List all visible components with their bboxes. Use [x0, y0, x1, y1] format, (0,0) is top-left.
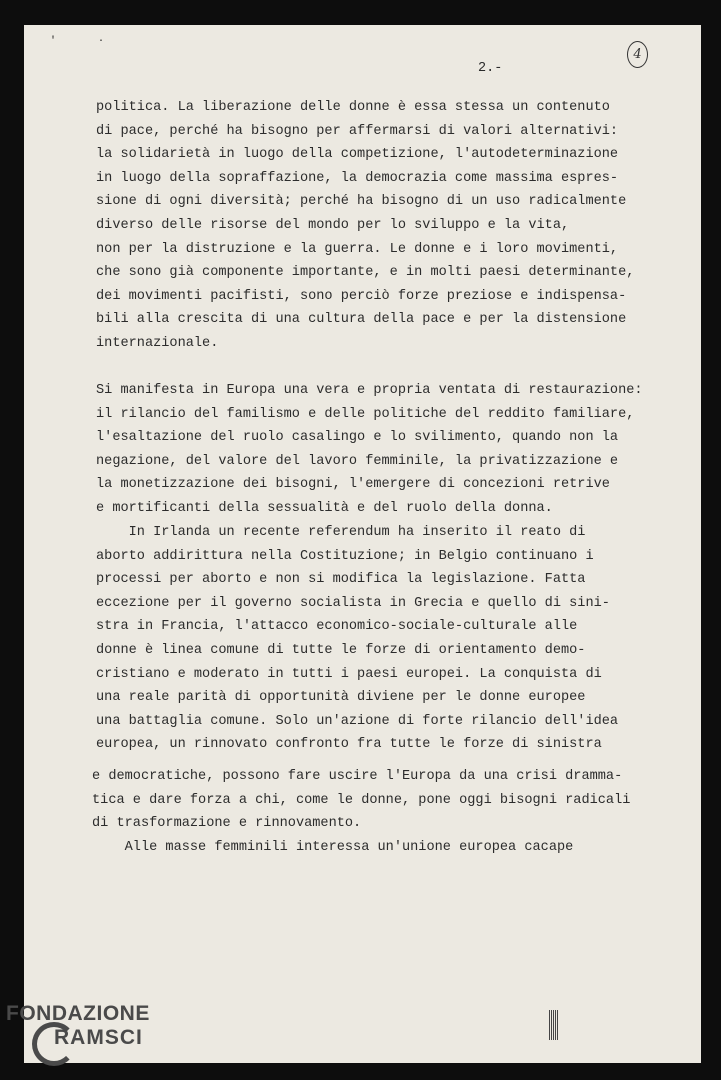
text-line: l'esaltazione del ruolo casalingo e lo svilimento, quando non la	[96, 430, 619, 446]
text-line: processi per aborto e non si modifica la legislazione. Fatta	[96, 572, 586, 588]
text-line: sione di ogni diversità; perché ha bisogno di un uso radicalmente	[96, 194, 627, 210]
text-line: che sono già componente importante, e in molti paesi determinante,	[96, 265, 635, 281]
text-line: eccezione per il governo socialista in Grecia e quello di sini-	[96, 595, 610, 611]
text-line: cristiano e moderato in tutti i paesi europei. La conquista di	[96, 666, 602, 682]
text-line: in luogo della sopraffazione, la democrazia come massima espres-	[96, 170, 619, 186]
text-line: e democratiche, possono fare uscire l'Europa da una crisi dramma-	[92, 769, 623, 784]
text-line: bili alla crescita di una cultura della pace e per la distensione	[96, 312, 627, 328]
text-line: europea, un rinnovato confronto fra tutte le forze di sinistra	[96, 737, 602, 753]
text-line: donne è linea comune di tutte le forze di orientamento demo-	[96, 642, 586, 658]
text-line: politica. La liberazione delle donne è essa stessa un contenuto	[96, 100, 610, 115]
text-line: una reale parità di opportunità diviene per le donne europee	[96, 690, 586, 706]
text-line: di trasformazione e rinnovamento.	[92, 816, 362, 832]
fondazione-gramsci-watermark	[6, 1000, 186, 1080]
circled-page-number: 4	[627, 41, 648, 68]
paragraph-1	[96, 96, 634, 356]
text-line: stra in Francia, l'attacco economico-sociale-culturale alle	[96, 619, 578, 635]
text-line: dei movimenti pacifisti, sono perciò forze preziose e indispensa-	[96, 288, 627, 304]
paragraph-2	[96, 379, 643, 521]
text-line: la monetizzazione dei bisogni, l'emergere di concezioni retrive	[96, 477, 610, 493]
text-line: negazione, del valore del lavoro femminile, la privatizzazione e	[96, 453, 619, 469]
text-line: aborto addirittura nella Costituzione; in Belgio continuano i	[96, 548, 594, 564]
watermark-line-1: FONDAZIONE	[6, 1002, 150, 1025]
text-line: una battaglia comune. Solo un'azione di forte rilancio dell'idea	[96, 713, 619, 729]
page-number: 2.-	[478, 61, 503, 76]
paragraph-3	[96, 521, 618, 757]
text-line: diverso delle risorse del mondo per lo sviluppo e la vita,	[96, 217, 570, 233]
paragraph-4	[92, 765, 630, 859]
text-line: di pace, perché ha bisogno per affermarsi di valori alternativi:	[96, 123, 619, 139]
archive-stamp-mark	[549, 1010, 558, 1040]
text-line: Alle masse femminili interessa un'unione europea cacape	[92, 839, 574, 855]
watermark-line-2: RAMSCI	[54, 1026, 143, 1049]
text-line: non per la distruzione e la guerra. Le donne e i loro movimenti,	[96, 241, 619, 257]
text-line: il rilancio del familismo e delle politiche del reddito familiare,	[96, 406, 635, 422]
text-line: e mortificanti della sessualità e del ruolo della donna.	[96, 500, 553, 516]
corner-marks: ' ·	[50, 36, 123, 47]
text-line: internazionale.	[96, 335, 219, 351]
text-line: In Irlanda un recente referendum ha inserito il reato di	[96, 525, 586, 540]
text-line: Si manifesta in Europa una vera e propria ventata di restaurazione:	[96, 383, 643, 398]
text-line: tica e dare forza a chi, come le donne, pone oggi bisogni radicali	[92, 792, 631, 808]
text-line: la solidarietà in luogo della competizione, l'autodeterminazione	[96, 147, 619, 163]
